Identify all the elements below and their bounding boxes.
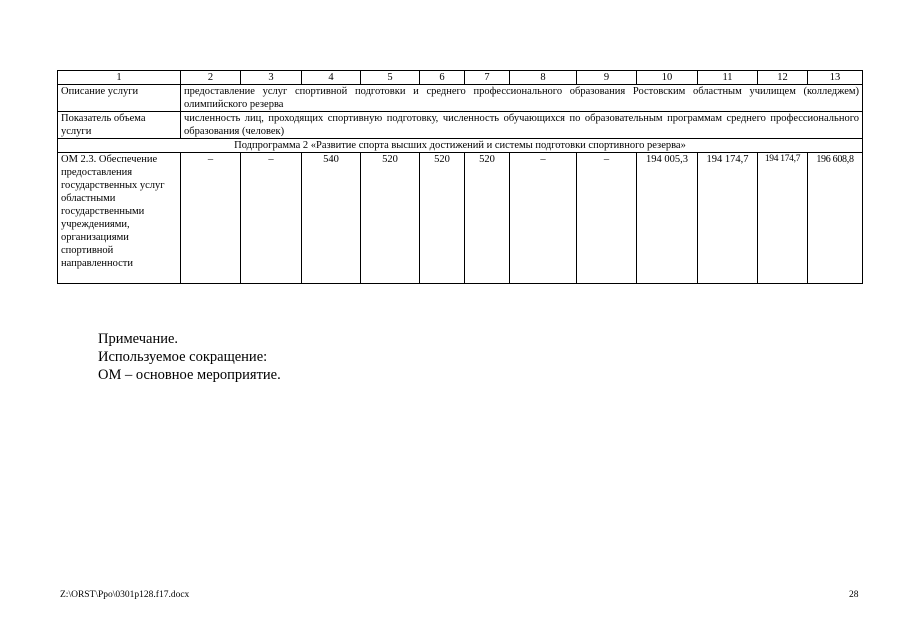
header-cell-12: 12 — [758, 71, 808, 85]
volume-row — [58, 112, 863, 139]
page-number: 28 — [849, 590, 859, 600]
row-value-8: – — [510, 153, 577, 284]
header-row — [58, 71, 863, 85]
header-cell-7: 7 — [465, 71, 510, 85]
header-cell-2: 2 — [181, 71, 241, 85]
subprogram-title: Подпрограмма 2 «Развитие спорта высших достижений и системы подготовки спортивного резерва» — [58, 139, 863, 153]
note-abbreviation: ОМ – основное мероприятие. — [98, 367, 281, 383]
header-cell-4: 4 — [302, 71, 361, 85]
description-row — [58, 85, 863, 112]
header-cell-8: 8 — [510, 71, 577, 85]
header-cell-9: 9 — [577, 71, 637, 85]
footer-file-path: Z:\ORST\Ppo\0301p128.f17.docx — [60, 590, 190, 600]
header-cell-13: 13 — [808, 71, 863, 85]
note-abbreviation-heading: Используемое сокращение: — [98, 349, 268, 365]
row-name: ОМ 2.3. Обеспечение предоставления государственных услуг областными государственными учреждениями, организациями спортивной направленности — [58, 153, 181, 284]
row-value-2: – — [181, 153, 241, 284]
row-value-3: – — [241, 153, 302, 284]
row-value-5: 520 — [361, 153, 420, 284]
description-text: предоставление услуг спортивной подготовки и среднего профессионального образования Ростовским областным училищем (колледжем) олимпийского резерва — [181, 85, 863, 112]
subprogram-row — [58, 139, 863, 153]
header-cell-10: 10 — [637, 71, 698, 85]
row-value-9: – — [577, 153, 637, 284]
row-value-12: 194 174,7 — [758, 153, 808, 284]
volume-label: Показатель объема услуги — [58, 112, 181, 139]
row-value-13: 196 608,8 — [808, 153, 863, 284]
header-cell-5: 5 — [361, 71, 420, 85]
row-value-11: 194 174,7 — [698, 153, 758, 284]
notes — [98, 330, 281, 384]
header-cell-3: 3 — [241, 71, 302, 85]
header-cell-6: 6 — [420, 71, 465, 85]
volume-text: численность лиц, проходящих спортивную подготовку, численность обучающихся по образовательным программам среднего профессионального образования (человек) — [181, 112, 863, 139]
note-title: Примечание. — [98, 331, 179, 347]
row-value-6: 520 — [420, 153, 465, 284]
description-label: Описание услуги — [58, 85, 181, 112]
header-cell-1: 1 — [58, 71, 181, 85]
row-value-7: 520 — [465, 153, 510, 284]
row-value-4: 540 — [302, 153, 361, 284]
table-row — [58, 153, 863, 284]
row-value-10: 194 005,3 — [637, 153, 698, 284]
header-cell-11: 11 — [698, 71, 758, 85]
data-table — [57, 70, 863, 284]
